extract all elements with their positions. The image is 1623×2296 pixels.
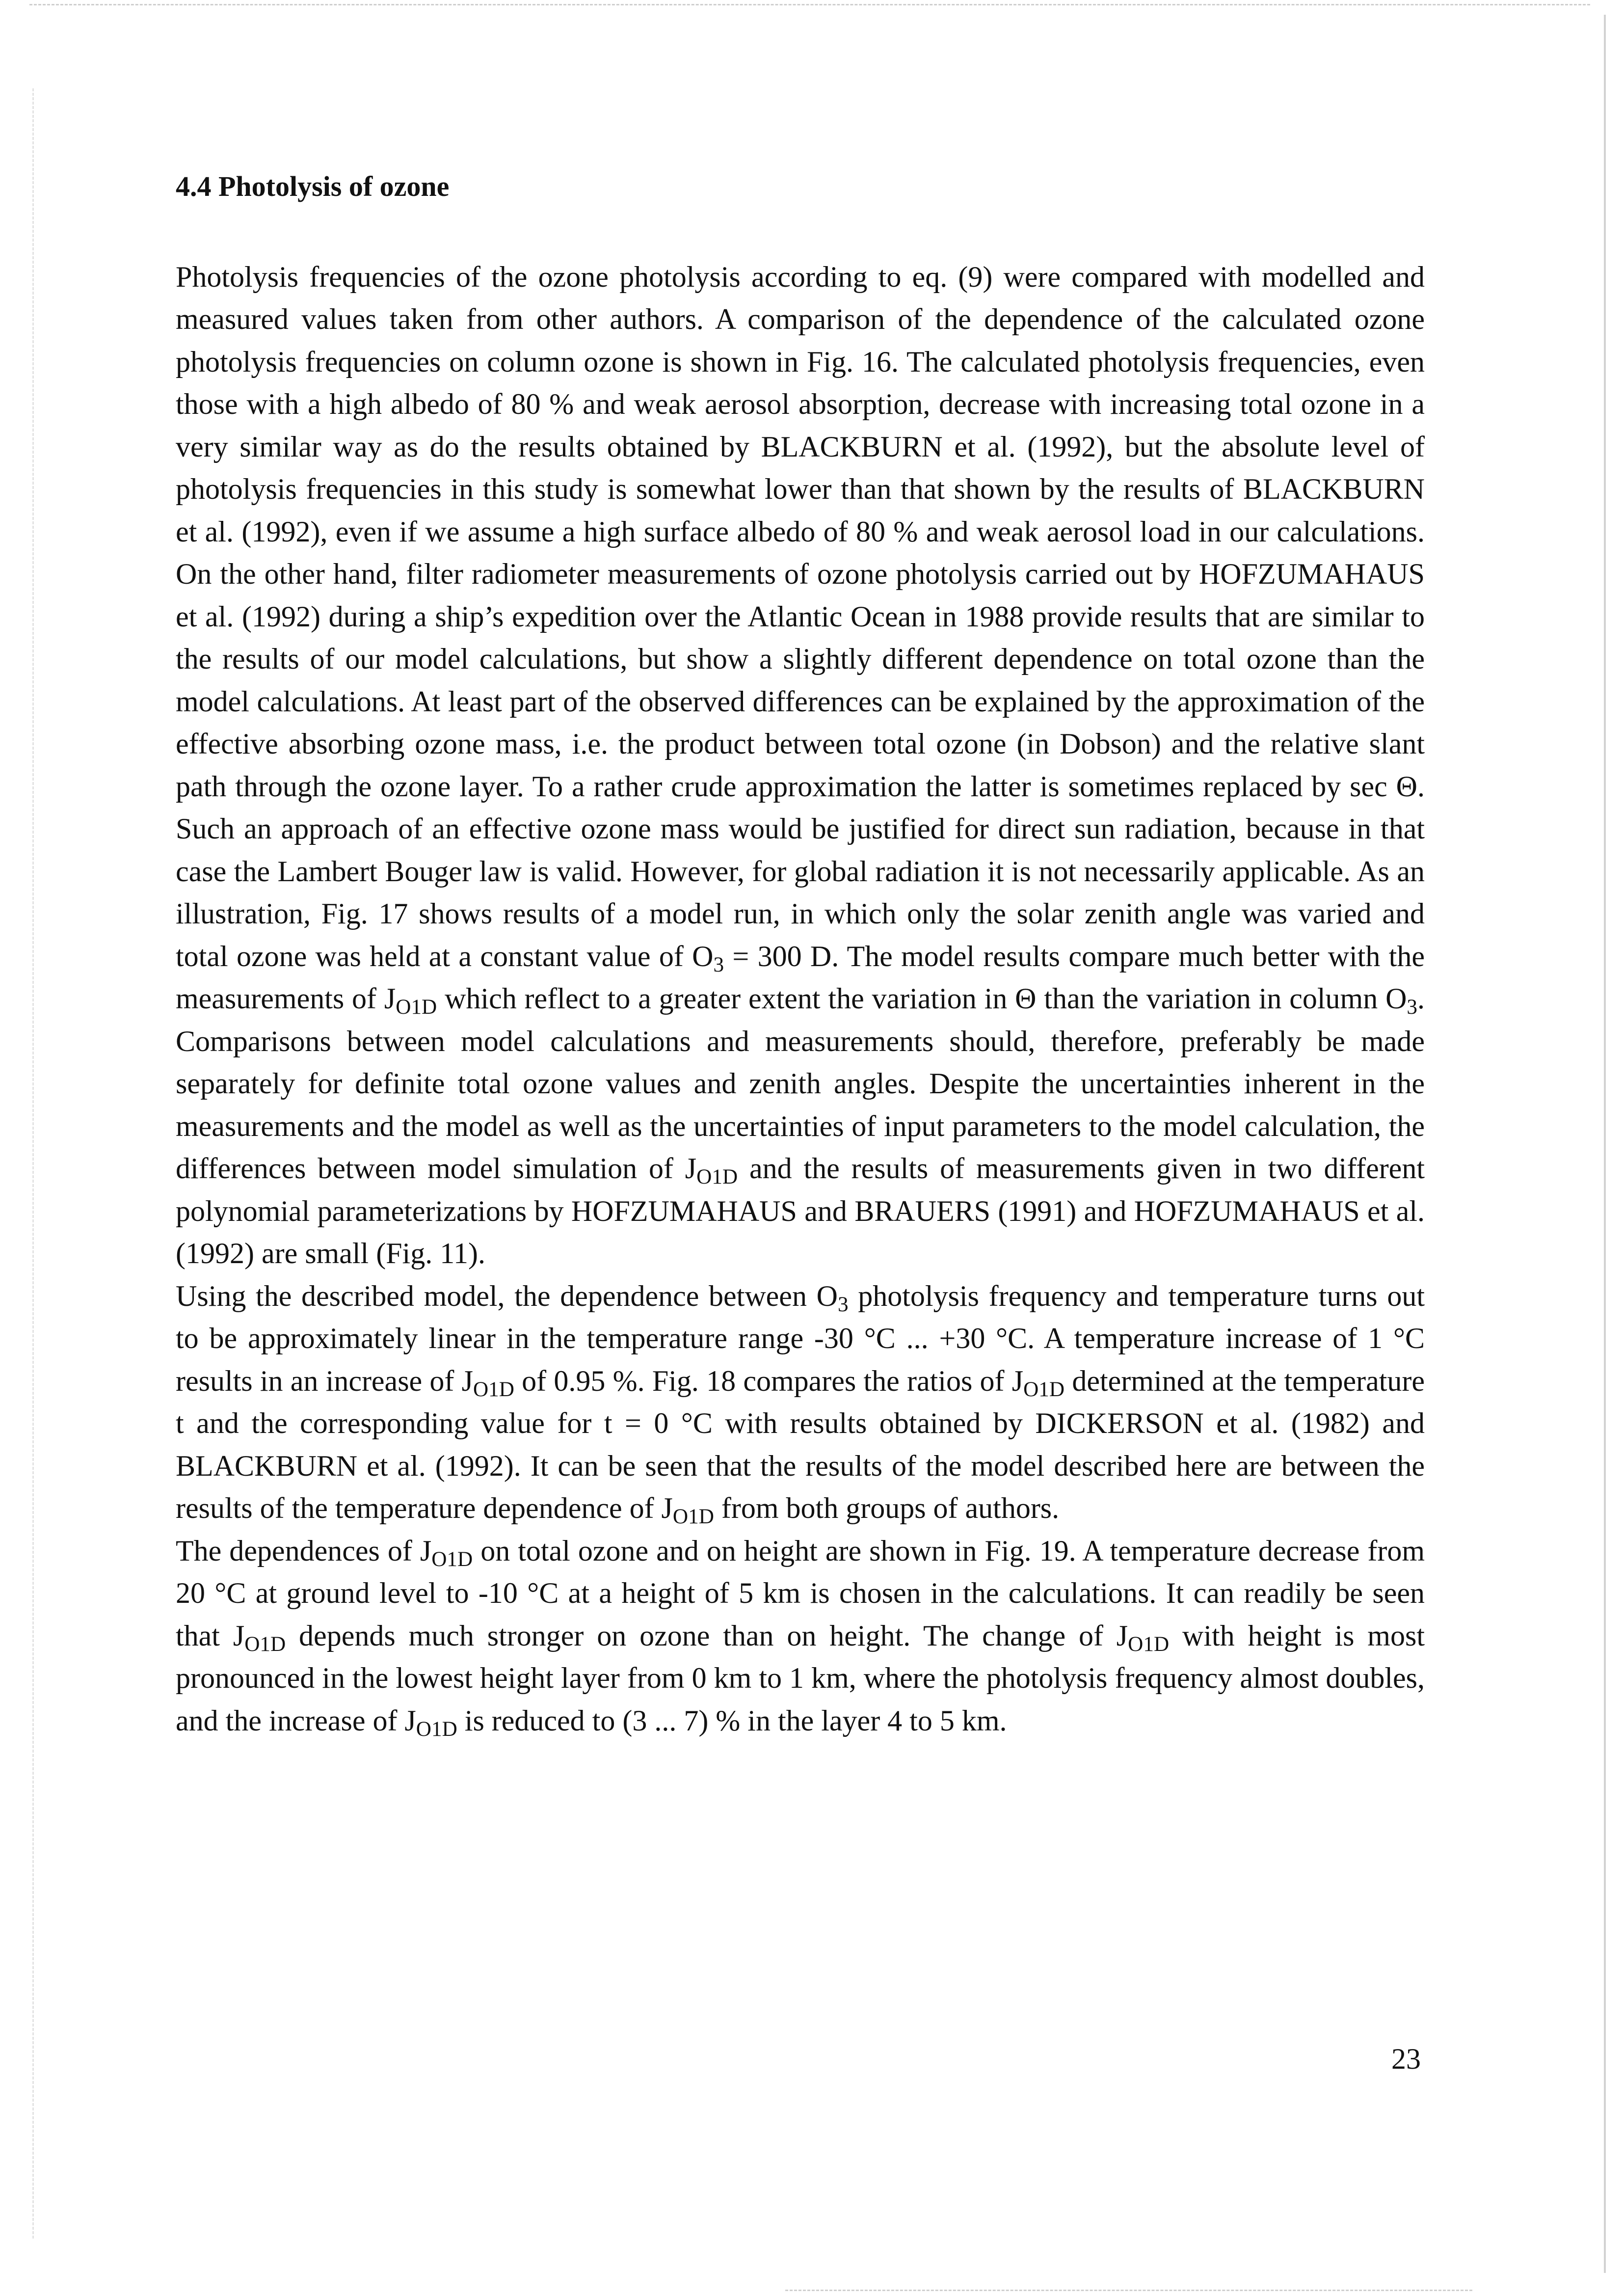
text-run: of 0.95 %. Fig. 18 compares the ratios of J [514, 1364, 1024, 1397]
text-run: with height is most pronounced in the lowest height layer from 0 km to 1 km, where the photolysis frequency almost doubles, and the increase of J [176, 1619, 1425, 1737]
text-run: on total ozone and on height are shown in Fig. 19. A temperature decrease from 20 °C at ground level to -10 °C at a height of 5 km is chosen in the calculations. It can readily be seen that J [176, 1534, 1425, 1652]
text-run: The dependences of J [176, 1534, 432, 1567]
text-run: = 300 D. The model results compare much better with the measurements of J [176, 940, 1425, 1015]
subscript-3: 3 [837, 1293, 849, 1316]
subscript-o1d: O1D [672, 1505, 714, 1528]
section-heading: 4.4 Photolysis of ozone [176, 170, 450, 202]
text-run: from both groups of authors. [714, 1492, 1060, 1525]
paragraph-height-dependence [176, 1530, 1425, 1742]
page-content [176, 169, 1425, 1742]
text-run: and the results of measurements given in two different polynomial parameterizations by HOFZUMAHAUS and BRAUERS (1991) and HOFZUMAHAUS et al. (1992) are small (Fig. 11). [176, 1152, 1425, 1270]
subscript-o1d: O1D [1023, 1378, 1065, 1401]
text-run: depends much stronger on ozone than on height. The change of J [286, 1619, 1128, 1652]
subscript-o1d: O1D [473, 1378, 514, 1401]
subscript-o1d: O1D [416, 1717, 457, 1741]
scan-edge-bottom [785, 2290, 1472, 2291]
text-run: photolysis frequency and temperature turns out to be approximately linear in the temperature range -30 °C ... +30 °C. A temperature increase of 1 °C results in an increase of J [176, 1279, 1425, 1397]
subscript-o1d: O1D [696, 1165, 738, 1189]
text-run: is reduced to (3 ... 7) % in the layer 4 to 5 km. [457, 1704, 1007, 1737]
text-run: determined at the temperature t and the corresponding value for t = 0 °C with results obtained by DICKERSON et al. (1982) and BLACKBURN et al. (1992). It can be seen that the results of the model described here are between the results of the temperature dependence of J [176, 1364, 1425, 1525]
scan-edge-top [29, 4, 1590, 5]
scan-edge-right [1604, 15, 1606, 2273]
subscript-o1d: O1D [244, 1632, 286, 1656]
subscript-o1d: O1D [396, 995, 437, 1019]
text-run: which reflect to a greater extent the variation in Θ than the variation in column O [437, 982, 1407, 1015]
paragraph-ozone-comparison [176, 256, 1425, 1275]
scan-edge-left [32, 88, 34, 2239]
paragraph-temperature-dependence [176, 1275, 1425, 1530]
text-run: Photolysis frequencies of the ozone photolysis according to eq. (9) were compared with modelled and measured values taken from other authors. A comparison of the dependence of the calculated ozone photolysis frequencies on column ozone is shown in Fig. 16. The calculated photolysis frequencies, even those with a high albedo of 80 % and weak aerosol absorption, decrease with increasing total ozone in a very similar way as do the results obtained by BLACKBURN et al. (1992), but the absolute level of photolysis frequencies in this study is somewhat lower than that shown by the results of BLACKBURN et al. (1992), even if we assume a high surface albedo of 80 % and weak aerosol load in our calculations. On the other hand, filter radiometer measurements of ozone photolysis carried out by HOFZUMAHAUS et al. (1992) during a ship’s expedition over the Atlantic Ocean in 1988 provide results that are similar to the results of our model calculations, but show a slightly different dependence on total ozone than the model calculations. At least part of the observed differences can be explained by the approximation of the effective absorbing ozone mass, i.e. the product between total ozone (in Dobson) and the relative slant path through the ozone layer. To a rather crude approximation the latter is sometimes replaced by sec Θ. Such an approach of an effective ozone mass would be justified for direct sun radiation, because in that case the Lambert Bouger law is valid. However, for global radiation it is not necessarily applicable. As an illustration, Fig. 17 shows results of a model run, in which only the solar zenith angle was varied and total ozone was held at a constant value of O [176, 260, 1425, 972]
subscript-o1d: O1D [431, 1547, 473, 1571]
subscript-3: 3 [713, 953, 724, 976]
text-run: Using the described model, the dependence between O [176, 1279, 838, 1312]
subscript-o1d: O1D [1128, 1632, 1170, 1656]
text-run: . Comparisons between model calculations and measurements should, therefore, preferably be made separately for definite total ozone values and zenith angles. Despite the uncertainties inherent in the measurements and the model as well as the uncertainties of input parameters to the model calculation, the differences between model simulation of J [176, 982, 1425, 1185]
page-number: 23 [1391, 2043, 1421, 2075]
subscript-3: 3 [1407, 995, 1417, 1019]
